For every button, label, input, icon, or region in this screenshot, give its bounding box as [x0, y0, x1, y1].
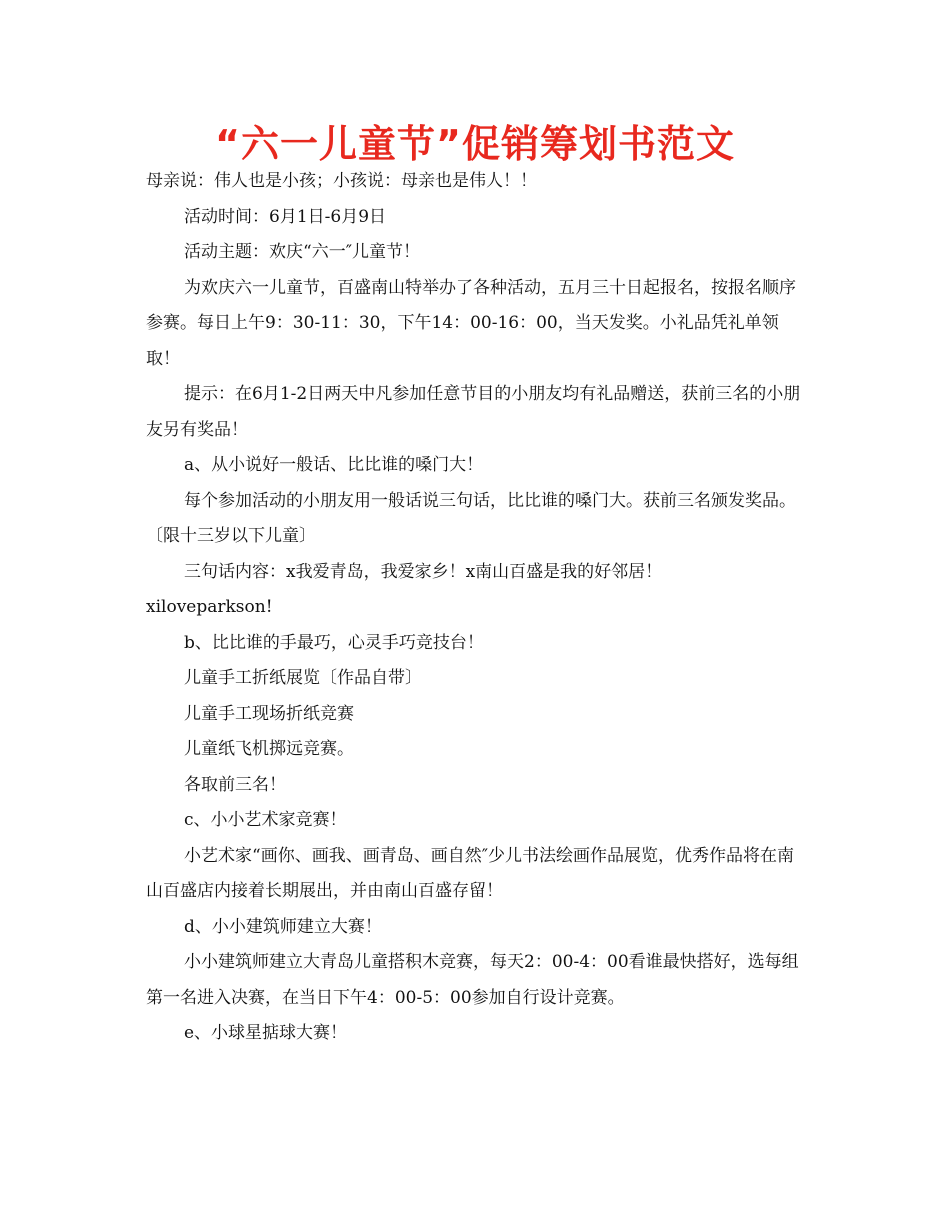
- paragraph-tip: 提示：在6月1-2日两天中凡参加任意节目的小朋友均有礼品赠送，获前三名的小朋友另有奖品！: [146, 384, 801, 440]
- paragraph-opening-quote: 母亲说：伟人也是小孩；小孩说：母亲也是伟人！！: [146, 171, 537, 191]
- section-heading-e: e、小球星掂球大赛！: [184, 1023, 348, 1043]
- paragraph-a-description: 每个参加活动的小朋友用一般话说三句话，比比谁的嗓门大。获前三名颁发奖品。〔限十三岁以下儿童〕: [146, 490, 796, 546]
- section-heading-c: c、小小艺术家竞赛！: [184, 810, 347, 830]
- paragraph-a-content: 三句话内容：x我爱青岛，我爱家乡！x南山百盛是我的好邻居！: [184, 561, 663, 582]
- paragraph-b-item-1: 儿童手工折纸展览〔作品自带〕: [184, 668, 422, 688]
- paragraph-b-note: 各取前三名！: [184, 774, 286, 795]
- section-heading-a: a、从小说好一般话、比比谁的嗓门大！: [184, 455, 484, 475]
- paragraph-b-item-3: 儿童纸飞机掷远竞赛。: [184, 739, 354, 759]
- document-title: “六一儿童节”促销筹划书范文: [215, 122, 735, 166]
- paragraph-intro: 为欢庆六一儿童节，百盛南山特举办了各种活动，五月三十日起报名，按报名顺序参赛。每日上午9：30-11：30，下午14：00-16：00，当天发奖。小礼品凭礼单领取！: [146, 277, 796, 369]
- document-body: [146, 164, 806, 1052]
- paragraph-a-english: xiloveparkson!: [146, 597, 273, 617]
- section-heading-d: d、小小建筑师建立大赛！: [184, 916, 382, 937]
- paragraph-d-description: 小小建筑师建立大青岛儿童搭积木竞赛，每天2：00-4：00看谁最快搭好，选每组第一名进入决赛，在当日下午4：00-5：00参加自行设计竞赛。: [146, 952, 799, 1008]
- paragraph-activity-time: 活动时间：6月1日-6月9日: [184, 206, 387, 227]
- paragraph-activity-theme: 活动主题：欢庆“六一″儿童节！: [184, 242, 421, 262]
- paragraph-c-description: 小艺术家“画你、画我、画青岛、画自然″少儿书法绘画作品展览，优秀作品将在南山百盛店内接着长期展出，并由南山百盛存留！: [146, 845, 795, 901]
- paragraph-b-item-2: 儿童手工现场折纸竞赛: [184, 703, 354, 724]
- section-heading-b: b、比比谁的手最巧，心灵手巧竞技台！: [184, 632, 484, 653]
